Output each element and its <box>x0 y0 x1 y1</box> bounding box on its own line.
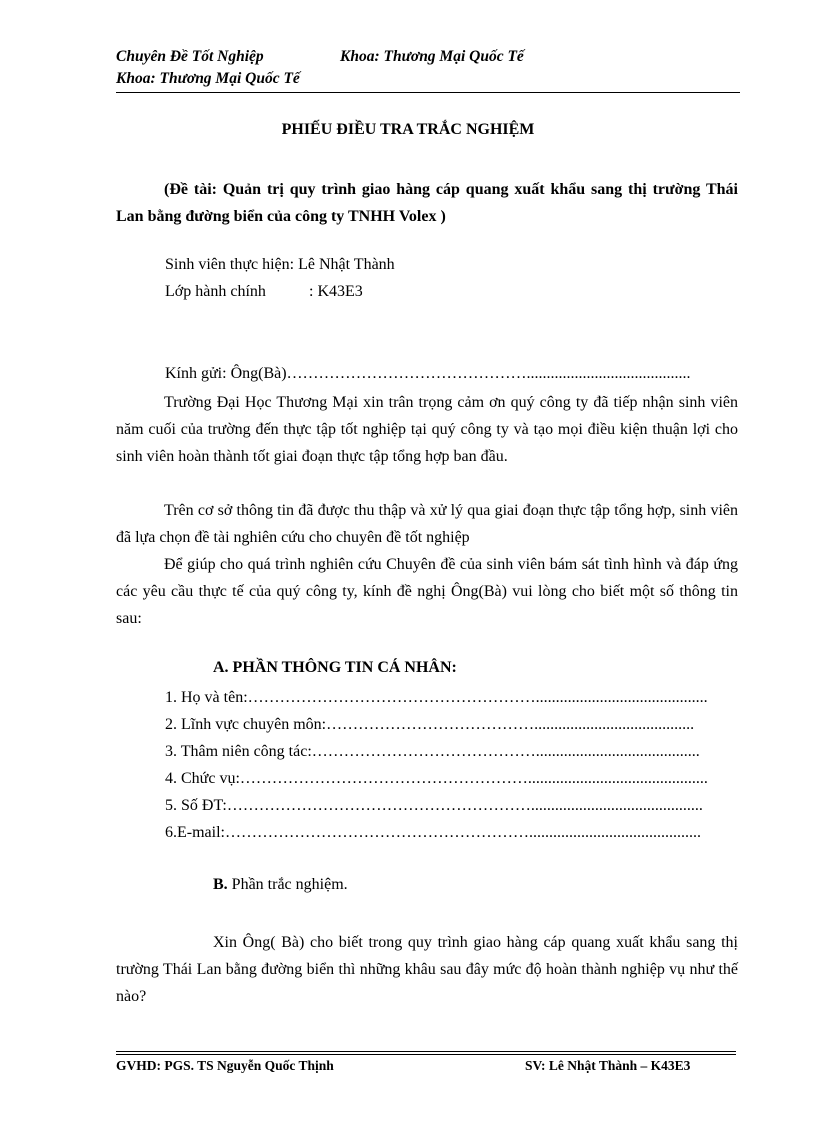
header-rule <box>116 92 740 93</box>
class-value: : K43E3 <box>309 283 363 300</box>
field-position[interactable]: 4. Chức vụ:………………………………………………............................................. <box>165 770 708 787</box>
page-title: PHIẾU ĐIỀU TRA TRẮC NGHIỆM <box>281 121 535 138</box>
question-paragraph: Xin Ông( Bà) cho biết trong quy trình giao hàng cáp quang xuất khẩu sang thị trường Thái Lan bằng đường biển thì những khâu sau đây mức độ hoàn thành nghiệp vụ như thế nào? <box>116 934 738 1005</box>
field-full-name[interactable]: 1. Họ và tên:………………………………………………........................................... <box>165 689 708 706</box>
intro-paragraph-2: Trên cơ sở thông tin đã được thu thập và xử lý qua giai đoạn thực tập tổng hợp, sinh viên đã lựa chọn đề tài nghiên cứu cho chuyên đề tốt nghiệp <box>116 502 738 546</box>
greeting-line: Kính gửi: Ông(Bà)………………………………………......................................... <box>165 365 691 382</box>
footer-rule-top <box>116 1051 736 1052</box>
class-line <box>165 283 363 301</box>
section-b-title <box>213 876 348 894</box>
footer-student: SV: Lê Nhật Thành – K43E3 <box>525 1058 691 1073</box>
section-b-label: B. <box>213 876 228 893</box>
class-label: Lớp hành chính <box>165 283 266 300</box>
footer-rule-bottom <box>116 1054 736 1055</box>
topic-paragraph: (Đề tài: Quản trị quy trình giao hàng cáp quang xuất khẩu sang thị trường Thái Lan bằng đường biển của công ty TNHH Volex ) <box>116 181 738 225</box>
student-name-line: Sinh viên thực hiện: Lê Nhật Thành <box>165 256 395 273</box>
field-phone[interactable]: 5. Số ĐT:…………………………………………………........................................... <box>165 797 703 814</box>
field-email[interactable]: 6.E-mail:…………………………………………………........................................... <box>165 824 701 841</box>
running-header-line-2: Khoa: Thương Mại Quốc Tế <box>116 70 300 87</box>
section-b-text: Phần trắc nghiệm. <box>227 876 348 893</box>
running-header-line-1 <box>116 48 524 66</box>
intro-paragraph-3: Để giúp cho quá trình nghiên cứu Chuyên đề của sinh viên bám sát tình hình và đáp ứng các yêu cầu thực tế của quý công ty, kính đề nghị Ông(Bà) vui lòng cho biết một số thông tin sau: <box>116 556 738 627</box>
header-thesis-label: Chuyên Đề Tốt Nghiệp <box>116 48 264 65</box>
field-seniority[interactable]: 3. Thâm niên công tác:……………………………………......................................... <box>165 743 700 760</box>
section-a-title: A. PHẦN THÔNG TIN CÁ NHÂN: <box>213 659 457 676</box>
field-specialty[interactable]: 2. Lĩnh vực chuyên môn:…………………………………........................................ <box>165 716 695 733</box>
header-faculty-label: Khoa: Thương Mại Quốc Tế <box>340 48 524 65</box>
intro-paragraph-1: Trường Đại Học Thương Mại xin trân trọng cảm ơn quý công ty đã tiếp nhận sinh viên năm cuối của trường đến thực tập tốt nghiệp tại quý công ty và tạo mọi điều kiện thuận lợi cho sinh viên hoàn thành tốt giai đoạn thực tập tổng hợp ban đầu. <box>116 394 738 465</box>
footer-supervisor: GVHD: PGS. TS Nguyễn Quốc Thịnh <box>116 1058 334 1073</box>
